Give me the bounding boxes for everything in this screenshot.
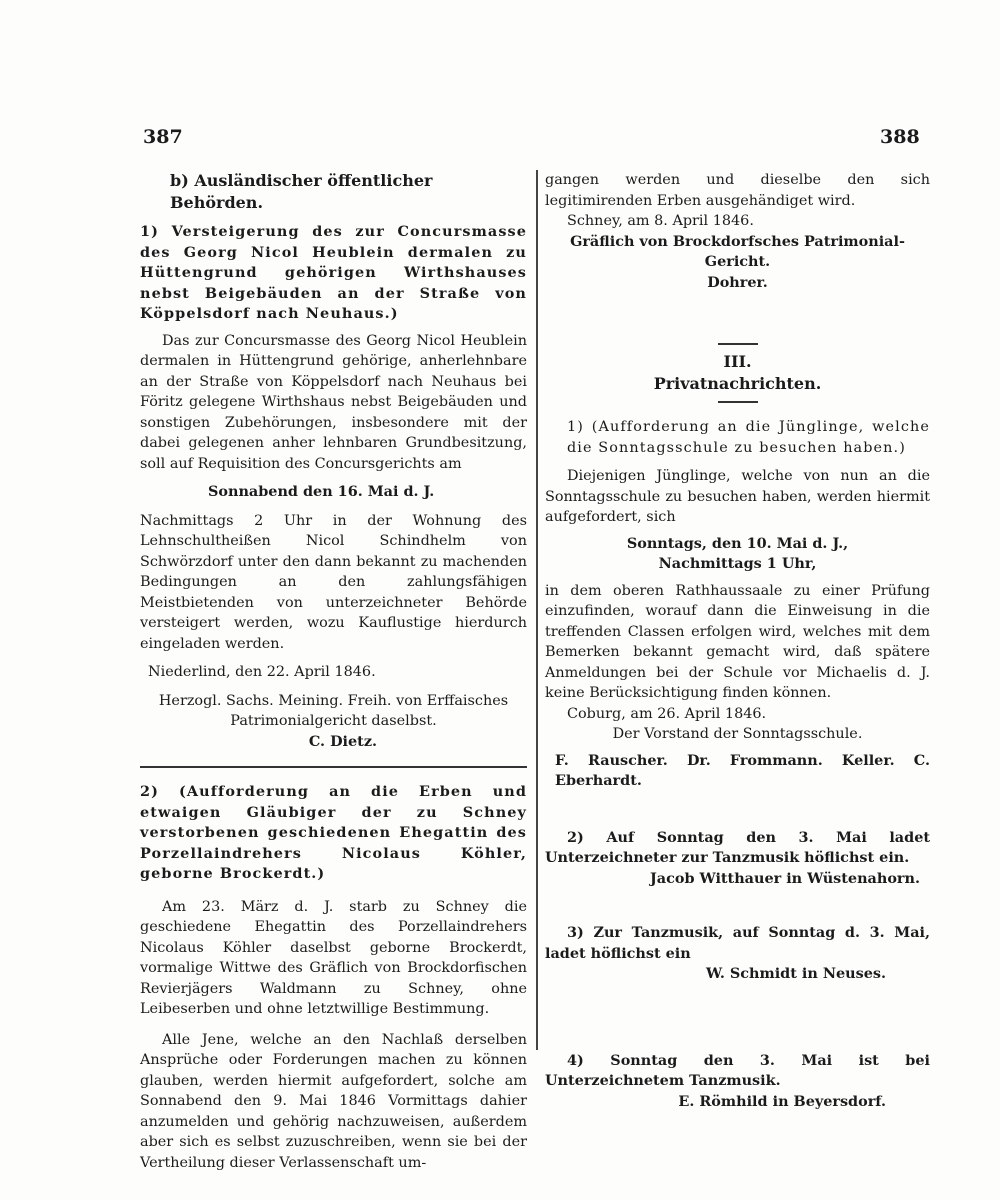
notice-2-title: 2) (Aufforderung an die Erben und etwaigen Gläubiger der zu Schney verstorbenen geschiedenen Ehegattin des Porzellaindrehers Nicolaus Köhler, geborne Brockerdt.) <box>140 783 527 882</box>
notice-1-body: Das zur Concursmasse des Georg Nicol Heublein dermalen in Hüttengrund gehörige, anherlehnbare an der Straße von Köppelsdorf nach Neuhaus bei Föritz gelegene Wirthshaus nebst Beigebäuden und sonstigen Zubehörungen, insbesondere mit der dabei gelegenen anher lehnbaren Grundbesitzung, soll auf Requisition des Concursgerichts am <box>140 332 527 472</box>
notice-1-authority: Herzogl. Sachs. Meining. Freih. von Erffaisches Patrimonialgericht daselbst. <box>158 692 509 729</box>
private-1-title: 1) (Aufforderung an die Jünglinge, welche die Sonntagsschule zu besuchen haben.) <box>567 419 930 456</box>
section-heading: b) Ausländischer öffentlicher Behörden. <box>170 171 433 212</box>
short-divider <box>718 343 758 345</box>
continuation-signature: Dohrer. <box>707 273 768 291</box>
private-1-board: Der Vorstand der Sonntagsschule. <box>612 726 863 742</box>
section-title: Privatnachrichten. <box>653 374 822 393</box>
private-3-body: 3) Zur Tanzmusik, auf Sonntag d. 3. Mai, ladet höflichst ein <box>545 924 930 962</box>
short-divider <box>718 401 758 403</box>
private-3-signature: W. Schmidt in Neuses. <box>705 965 886 982</box>
notice-1-place-date: Niederlind, den 22. April 1846. <box>148 664 376 680</box>
private-1-place-date: Coburg, am 26. April 1846. <box>567 705 767 722</box>
divider <box>140 766 527 768</box>
private-4-body: 4) Sonntag den 3. Mai ist bei Unterzeichnetem Tanzmusik. <box>545 1051 930 1089</box>
continuation-place-date: Schney, am 8. April 1846. <box>567 213 754 229</box>
notice-2-body-1: Am 23. März d. J. starb zu Schney die geschiedene Ehegattin des Porzellaindrehers Nicolaus Köhler daselbst geborne Brockerdt, vormalige Wittwe des Gräflich von Brockdorfischen Revierjägers Waldmann zu Schney, ohne Leibeserben und ohne letztwillige Bestimmung. <box>140 898 527 1017</box>
private-1-date: Sonntags, den 10. Mai d. J., <box>626 534 849 552</box>
notice-1-title: 1) Versteigerung des zur Concursmasse des Georg Nicol Heublein dermalen zu Hüttengrund gehörigen Wirthshauses nebst Beigebäuden an der Straße von Köppelsdorf nach Neuhaus.) <box>140 223 527 322</box>
continuation-authority: Gräflich von Brockdorfsches Patrimonial-Gericht. <box>570 232 905 270</box>
private-2-body: 2) Auf Sonntag den 3. Mai ladet Unterzeichneter zur Tanzmusik höflichst ein. <box>545 828 930 866</box>
private-1-time: Nachmittags 1 Uhr, <box>658 555 817 572</box>
column-divider <box>536 170 538 1050</box>
private-4-signature: E. Römhild in Beyersdorf. <box>678 1092 886 1110</box>
right-column <box>545 170 930 1112</box>
private-1-body-2: in dem oberen Rathhaussaale zu einer Prüfung einzufinden, worauf dann die Einweisung in die treffenden Classen erfolgen wird, welches mit dem Bemerken bekannt gemacht wird, daß spätere Anmeldungen bei der Schule vor Michaelis d. J. keine Berücksichtigung finden können. <box>545 582 930 701</box>
section-number: III. <box>723 352 752 371</box>
left-column <box>140 170 527 1173</box>
private-1-body: Diejenigen Jünglinge, welche von nun an die Sonntagsschule zu besuchen haben, werden hiermit aufgefordert, sich <box>545 468 930 525</box>
notice-1-date: Sonnabend den 16. Mai d. J. <box>208 483 435 500</box>
private-1-names: F. Rauscher. Dr. Frommann. Keller. C. Eberhardt. <box>555 751 930 789</box>
private-2-signature: Jacob Witthauer in Wüstenahorn. <box>649 869 920 887</box>
notice-1-body-2: Nachmittags 2 Uhr in der Wohnung des Lehnschultheißen Nicol Schindhelm von Schwörzdorf unter den dann bekannt zu machenden Bedingungen an den zahlungsfähigen Meistbietenden von unterzeichneter Behörde versteigert werden, wozu Kauflustige hierdurch eingeladen werden. <box>140 512 527 652</box>
notice-2-body-2: Alle Jene, welche an den Nachlaß derselben Ansprüche oder Forderungen machen zu können glauben, werden hiermit aufgefordert, solche am Sonnabend den 9. Mai 1846 Vormittags dahier anzumelden und gehörig nachzuweisen, außerdem aber sich es selbst zuzuschreiben, wenn sie bei der Vertheilung dieser Verlassenschaft um- <box>140 1031 527 1171</box>
notice-2-continuation: gangen werden und dieselbe den sich legitimirenden Erben ausgehändiget wird. <box>545 172 930 209</box>
page-number-right: 388 <box>880 126 920 148</box>
page-number-left: 387 <box>143 126 183 148</box>
notice-1-signature: C. Dietz. <box>308 732 377 750</box>
